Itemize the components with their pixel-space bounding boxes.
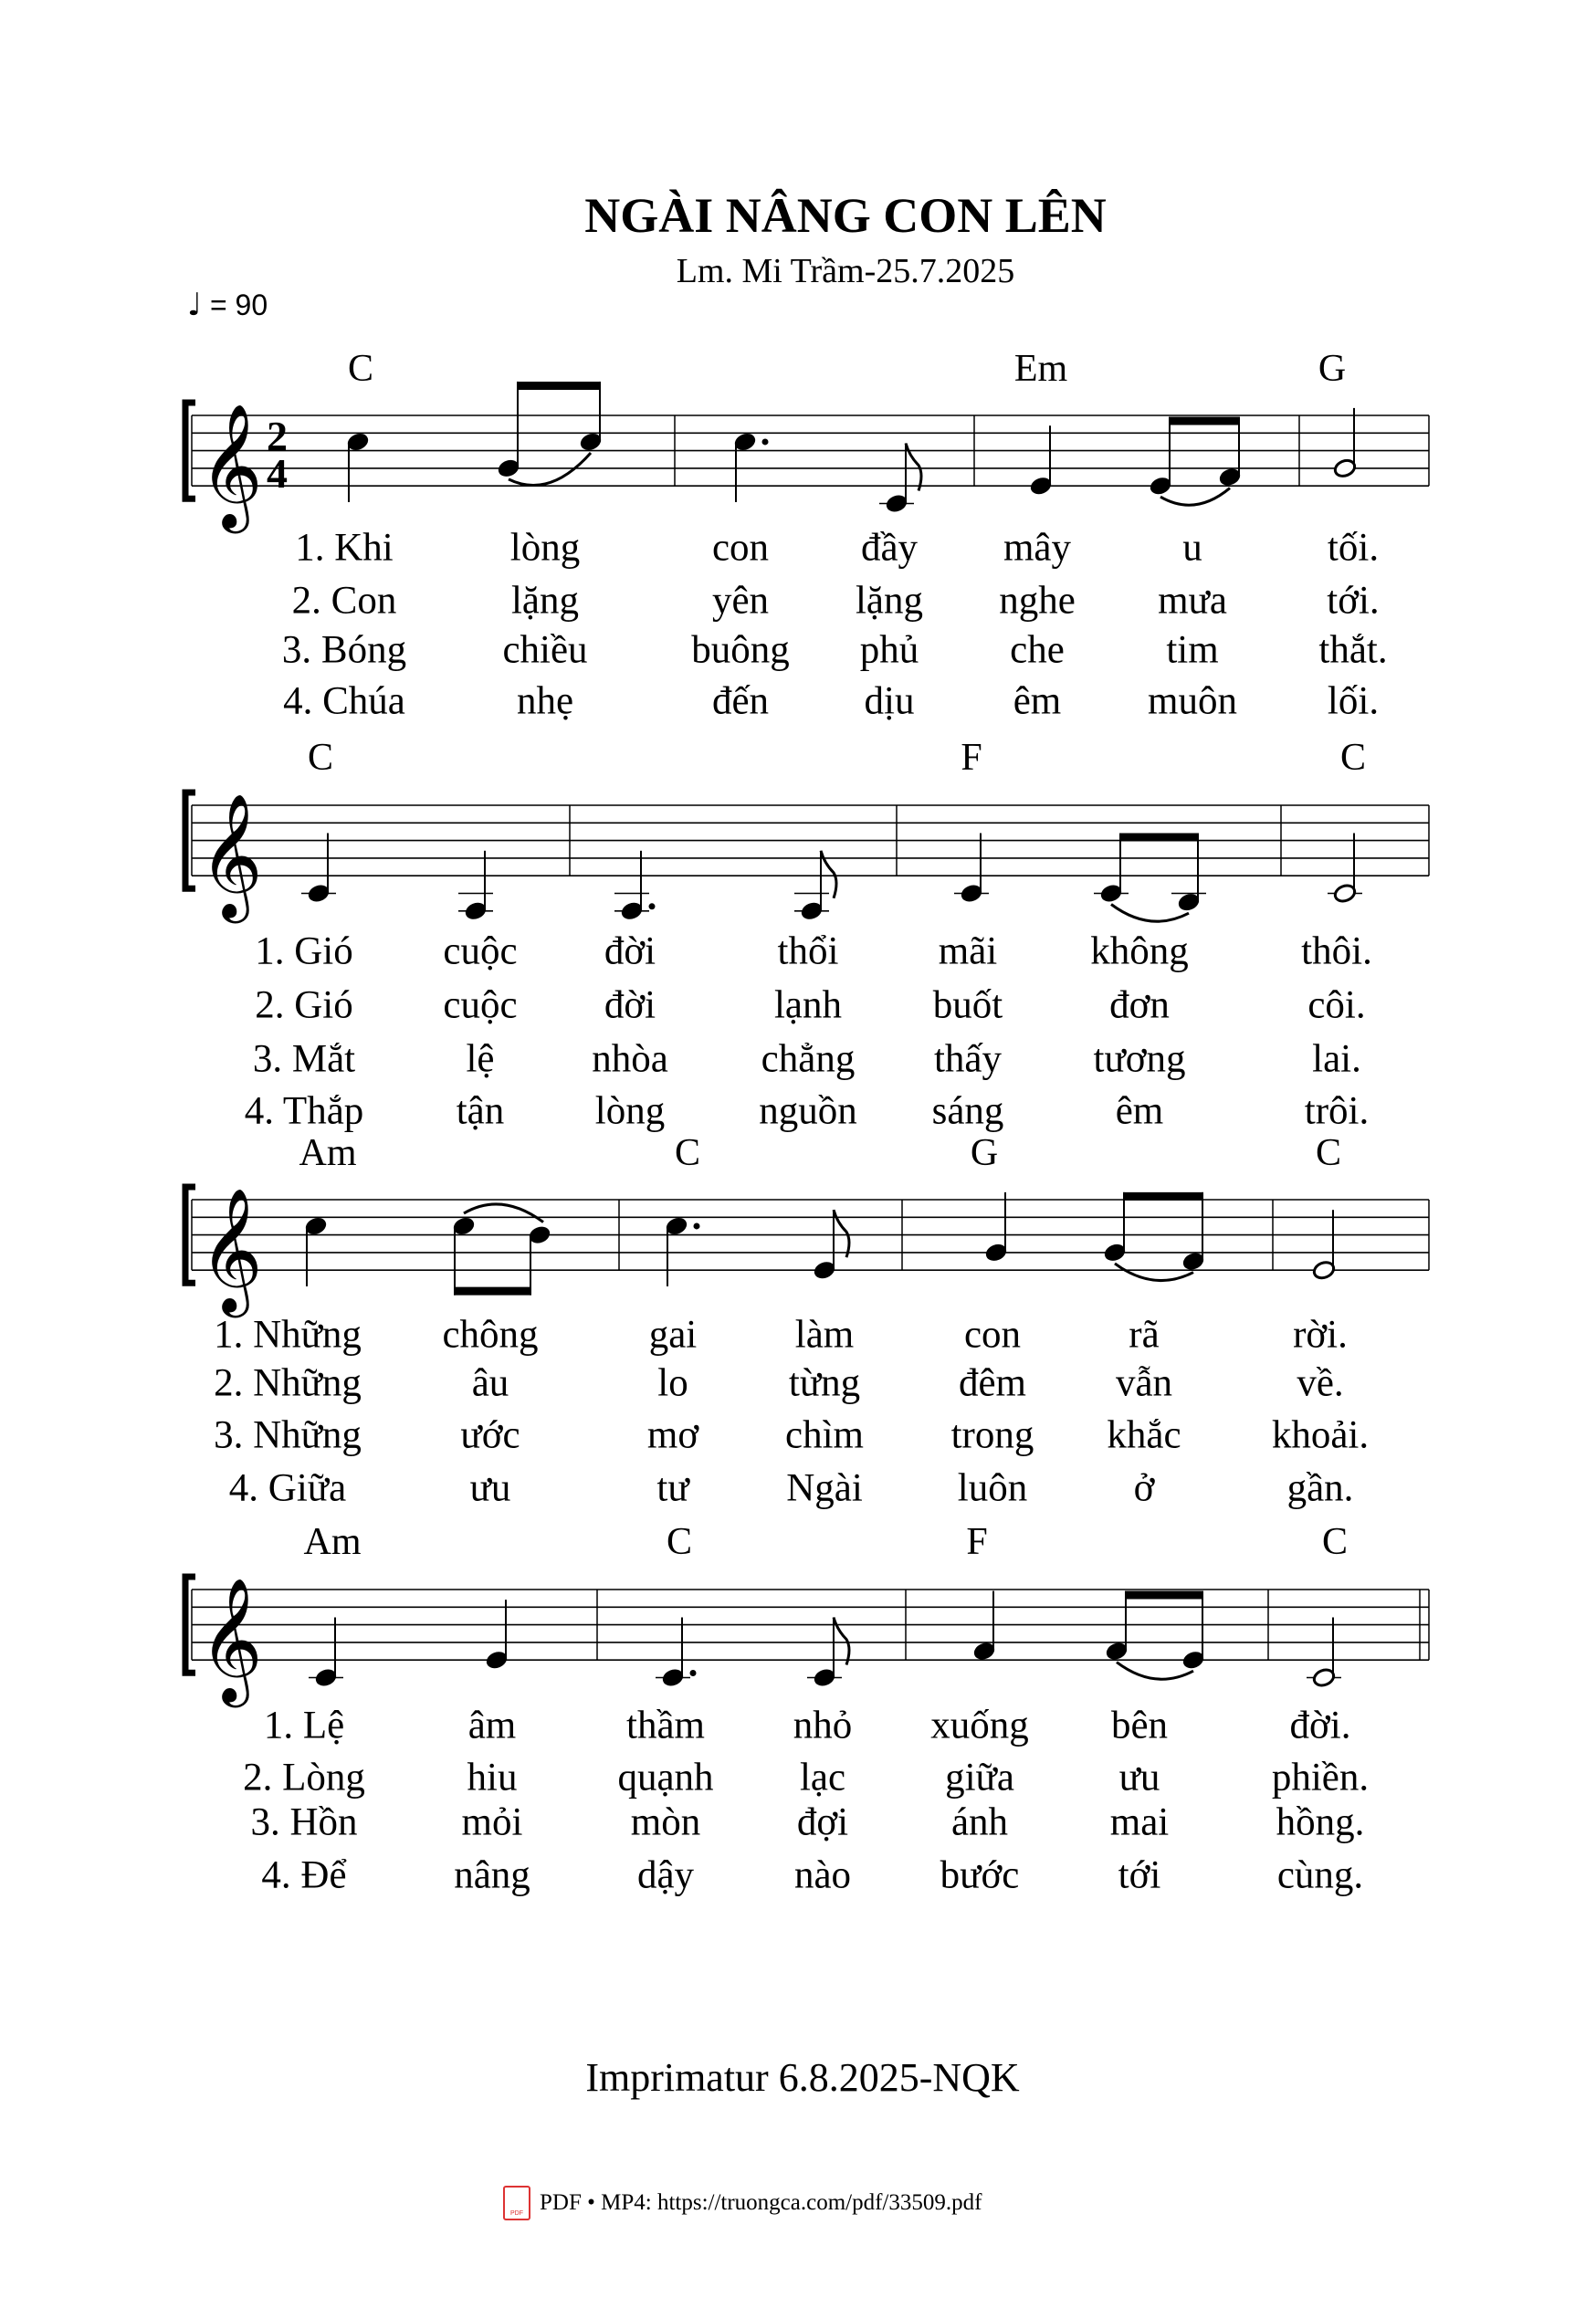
lyric-verse-1: u (1182, 526, 1202, 570)
lyric-verse-4: lối. (1327, 679, 1380, 723)
lyric-verse-4: nguồn (759, 1089, 857, 1133)
lyric-verse-2: đời (604, 983, 656, 1027)
tempo-value: = 90 (209, 289, 268, 321)
lyric-verse-1: 1. Gió (255, 929, 353, 973)
lyric-verse-3: lai. (1312, 1037, 1361, 1081)
lyric-verse-4: 4. Thắp (244, 1089, 364, 1133)
lyric-verse-2: nghe (999, 579, 1076, 623)
lyric-verse-4: êm (1115, 1089, 1164, 1133)
lyric-verse-2: côi. (1307, 983, 1366, 1027)
lyric-verse-4: nhẹ (516, 679, 574, 723)
lyric-verse-2: 2. Lòng (243, 1756, 365, 1800)
lyric-verse-4: đến (711, 679, 770, 723)
lyric-verse-1: con (963, 1313, 1022, 1357)
lyric-verse-3: đợi (796, 1800, 849, 1844)
lyric-verse-2: 2. Con (291, 579, 397, 623)
lyric-verse-2: hiu (467, 1756, 518, 1800)
lyric-verse-1: đời (604, 929, 656, 973)
dot (690, 1670, 697, 1676)
lyric-verse-4: nâng (454, 1853, 530, 1897)
lyric-verse-2: về. (1297, 1361, 1344, 1405)
lyric-verse-3: phủ (859, 628, 919, 672)
lyric-verse-1: không (1090, 929, 1189, 973)
lyric-verse-1: làm (794, 1313, 855, 1357)
chord-symbol: C (1321, 1521, 1349, 1563)
lyric-verse-4: tận (456, 1089, 505, 1133)
lyric-verse-3: trong (950, 1413, 1034, 1457)
lyric-verse-4: 4. Chúa (283, 679, 405, 723)
lyric-verse-2: cuộc (443, 983, 518, 1027)
lyric-verse-4: bước (940, 1853, 1020, 1897)
time-signature-bottom: 4 (267, 450, 288, 498)
lyric-verse-2: 2. Gió (255, 983, 353, 1027)
lyric-verse-4: dậy (636, 1853, 695, 1897)
lyric-verse-3: che (1010, 628, 1065, 672)
chord-symbol: F (966, 1521, 988, 1563)
lyric-verse-1: con (711, 526, 770, 570)
lyric-verse-3: chẳng (761, 1037, 856, 1081)
lyric-verse-1: xuống (930, 1704, 1029, 1747)
lyric-verse-3: chiều (502, 628, 588, 672)
lyric-verse-3: tim (1166, 628, 1219, 672)
beam (1169, 417, 1240, 425)
lyric-verse-1: nhỏ (793, 1704, 853, 1747)
chord-symbol: G (970, 1132, 999, 1174)
lyric-verse-2: lặng (855, 579, 924, 623)
lyric-verse-1: rã (1129, 1313, 1160, 1357)
lyric-verse-4: muôn (1148, 679, 1237, 723)
dot (694, 1222, 700, 1229)
lyric-verse-4: ưu (469, 1466, 511, 1510)
lyric-verse-1: đầy (860, 526, 919, 570)
lyric-verse-3: buông (691, 628, 790, 672)
lyric-verse-4: Ngài (786, 1466, 863, 1510)
chord-symbol: C (347, 348, 374, 390)
lyric-verse-4: tư (656, 1466, 689, 1510)
lyric-verse-1: mãi (938, 929, 998, 973)
lyric-verse-3: ánh (950, 1800, 1009, 1844)
lyric-verse-4: sáng (931, 1089, 1004, 1133)
lyric-verse-2: đêm (958, 1361, 1027, 1405)
beam (454, 1287, 531, 1296)
lyric-verse-3: khắc (1107, 1413, 1181, 1457)
chord-symbol: Am (303, 1521, 362, 1563)
lyric-verse-4: tới (1118, 1853, 1161, 1897)
lyric-verse-2: buốt (932, 983, 1003, 1027)
dot (649, 903, 656, 909)
composer-date: Lm. Mi Trầm-25.7.2025 (676, 252, 1015, 290)
lyric-verse-4: 4. Giữa (228, 1466, 347, 1510)
lyric-verse-1: bên (1110, 1704, 1169, 1747)
lyric-verse-1: âm (467, 1704, 517, 1747)
lyric-verse-3: ước (460, 1413, 520, 1457)
pdf-link-text[interactable]: PDF • MP4: https://truongca.com/pdf/33509.pdf (540, 2190, 982, 2215)
lyric-verse-4: ở (1133, 1466, 1155, 1510)
lyric-verse-2: 2. Những (214, 1361, 362, 1405)
lyric-verse-4: gần. (1286, 1466, 1354, 1510)
slur (464, 1204, 543, 1222)
pdf-link[interactable] (503, 2186, 982, 2220)
lyric-verse-1: mây (1003, 526, 1072, 570)
lyric-verse-3: 3. Hồn (250, 1800, 358, 1844)
lyric-verse-2: từng (788, 1361, 861, 1405)
lyric-verse-2: mưa (1158, 579, 1227, 623)
lyric-verse-1: tối. (1327, 526, 1380, 570)
lyric-verse-3: nhòa (592, 1037, 668, 1081)
slur (1115, 1264, 1193, 1281)
lyric-verse-3: mơ (646, 1413, 699, 1457)
lyric-verse-4: luôn (957, 1466, 1028, 1510)
lyric-verse-3: thấy (933, 1037, 1003, 1081)
lyric-verse-3: 3. Mắt (252, 1037, 356, 1081)
lyric-verse-2: vẫn (1115, 1361, 1173, 1405)
lyric-verse-2: ưu (1118, 1756, 1160, 1800)
lyric-verse-4: 4. Để (261, 1853, 347, 1897)
lyric-verse-3: mai (1109, 1800, 1170, 1844)
lyric-verse-1: đời. (1289, 1704, 1351, 1747)
lyric-verse-1: rời. (1293, 1313, 1348, 1357)
chord-symbol: C (666, 1521, 693, 1563)
lyric-verse-3: thắt. (1318, 628, 1388, 672)
chord-symbol: C (1339, 737, 1367, 779)
lyric-verse-2: lạnh (773, 983, 843, 1027)
slur (1117, 1663, 1193, 1680)
lyric-verse-2: âu (471, 1361, 509, 1405)
lyric-verse-3: 3. Những (214, 1413, 362, 1457)
lyric-verse-1: 1. Những (214, 1313, 362, 1357)
chord-symbol: C (1315, 1132, 1342, 1174)
slur (1160, 488, 1230, 506)
chord-symbol: G (1318, 348, 1347, 390)
lyric-verse-4: êm (1013, 679, 1062, 723)
lyric-verse-2: lo (657, 1361, 688, 1405)
lyric-verse-1: lòng (509, 526, 581, 570)
beam (1123, 1192, 1203, 1201)
lyric-verse-2: đơn (1109, 983, 1170, 1027)
dot (762, 438, 769, 445)
lyric-verse-1: cuộc (443, 929, 518, 973)
lyric-verse-1: thổi (777, 929, 839, 973)
lyric-verse-3: hồng. (1276, 1800, 1365, 1844)
lyric-verse-3: 3. Bóng (281, 628, 407, 672)
song-title: NGÀI NÂNG CON LÊN (584, 188, 1107, 243)
lyric-verse-3: chìm (785, 1413, 864, 1457)
treble-clef-icon: 𝄞 (199, 792, 263, 918)
pdf-file-icon: PDF (503, 2186, 530, 2220)
lyric-verse-4: lòng (594, 1089, 666, 1133)
time-signature-top: 2 (267, 413, 288, 459)
lyric-verse-1: 1. Lệ (263, 1704, 345, 1747)
lyric-verse-3: tương (1093, 1037, 1186, 1081)
chord-symbol: C (674, 1132, 701, 1174)
slur (1111, 905, 1189, 922)
lyric-verse-2: lạc (799, 1756, 846, 1800)
beam (1125, 1591, 1203, 1600)
lyric-verse-2: phiền. (1271, 1756, 1370, 1800)
lyric-verse-4: dịu (864, 679, 915, 723)
chord-symbol: F (961, 737, 982, 779)
lyric-verse-2: giữa (945, 1756, 1014, 1800)
chord-symbol: Am (299, 1132, 357, 1174)
lyric-verse-4: cùng. (1276, 1853, 1364, 1897)
chord-symbol: Em (1013, 348, 1068, 390)
lyric-verse-2: yên (711, 579, 770, 623)
treble-clef-icon: 𝄞 (199, 1576, 263, 1703)
beam (1119, 834, 1199, 842)
lyric-verse-1: thầm (626, 1704, 705, 1747)
lyric-verse-1: chông (442, 1313, 539, 1357)
lyric-verse-1: gai (648, 1313, 698, 1357)
treble-clef-icon: 𝄞 (199, 1186, 263, 1313)
lyric-verse-2: quạnh (617, 1756, 714, 1800)
chord-symbol: C (307, 737, 334, 779)
lyric-verse-4: nào (793, 1853, 852, 1897)
imprimatur: Imprimatur 6.8.2025-NQK (585, 2055, 1020, 2100)
lyric-verse-3: khoải. (1271, 1413, 1370, 1457)
beam (517, 382, 601, 390)
lyric-verse-1: 1. Khi (295, 526, 394, 570)
lyric-verse-4: trôi. (1304, 1089, 1370, 1133)
slur (509, 453, 591, 486)
lyric-verse-1: thôi. (1301, 929, 1372, 973)
lyric-verse-2: tới. (1327, 579, 1380, 623)
lyric-verse-2: lặng (510, 579, 580, 623)
lyric-verse-3: mỏi (461, 1800, 523, 1844)
treble-clef-icon: 𝄞 (199, 402, 263, 529)
quarter-note-icon: ♩ (187, 287, 203, 323)
lyric-verse-3: lệ (466, 1037, 495, 1081)
lyric-verse-3: mòn (630, 1800, 701, 1844)
